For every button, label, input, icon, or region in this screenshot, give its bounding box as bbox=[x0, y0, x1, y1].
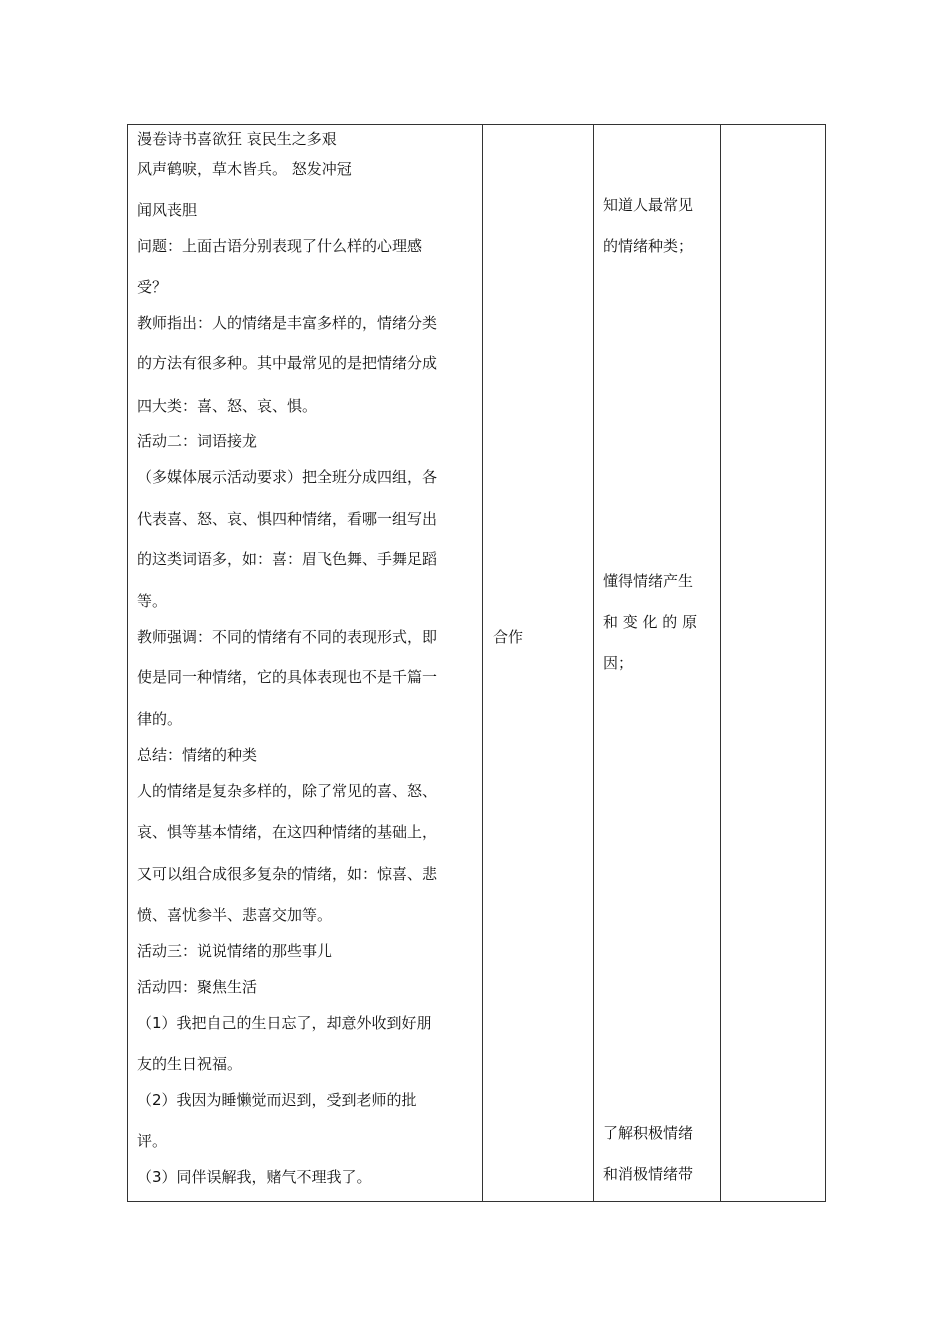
content-line: 哀、惧等基本情绪，在这四种情绪的基础上， bbox=[137, 823, 438, 841]
content-line: 的方法有很多种。其中最常见的是把情绪分成 bbox=[137, 354, 438, 372]
content-line: （1）我把自己的生日忘了，却意外收到好朋 bbox=[137, 1014, 432, 1032]
method-cell bbox=[483, 125, 594, 1202]
content-line: 教师强调：不同的情绪有不同的表现形式，即 bbox=[137, 628, 438, 646]
content-line: 等。 bbox=[137, 592, 168, 610]
content-line: 友的生日祝福。 bbox=[137, 1055, 243, 1073]
table-row bbox=[128, 125, 826, 1202]
lesson-plan-table bbox=[127, 124, 826, 1202]
content-line: 总结：情绪的种类 bbox=[137, 746, 258, 764]
content-line: 问题：上面古语分别表现了什么样的心理感 bbox=[137, 237, 423, 255]
goal-line: 和消极情绪带 bbox=[603, 1165, 694, 1183]
content-line: 律的。 bbox=[137, 710, 183, 728]
notes-cell bbox=[721, 125, 826, 1202]
content-line: 受？ bbox=[137, 278, 168, 296]
content-line: 活动三：说说情绪的那些事儿 bbox=[137, 942, 333, 960]
goal-cell bbox=[594, 125, 721, 1202]
content-line: 风声鹤唳，草木皆兵。 怒发冲冠 bbox=[137, 160, 352, 178]
content-line: 漫卷诗书喜欲狂 哀民生之多艰 bbox=[137, 130, 337, 148]
activity-content-cell bbox=[128, 125, 483, 1202]
goal-line: 懂得情绪产生 bbox=[603, 572, 694, 590]
content-line: （3）同伴误解我，赌气不理我了。 bbox=[137, 1168, 372, 1186]
content-line: 评。 bbox=[137, 1132, 168, 1150]
content-line: （多媒体展示活动要求）把全班分成四组，各 bbox=[137, 468, 438, 486]
content-line: 闻风丧胆 bbox=[137, 201, 198, 219]
content-line: 活动二：词语接龙 bbox=[137, 432, 258, 450]
content-line: （2）我因为睡懒觉而迟到，受到老师的批 bbox=[137, 1091, 417, 1109]
content-line: 愤、喜忧参半、悲喜交加等。 bbox=[137, 906, 333, 924]
content-line: 的这类词语多，如：喜：眉飞色舞、手舞足蹈 bbox=[137, 550, 438, 568]
content-line: 活动四：聚焦生活 bbox=[137, 978, 258, 996]
content-line: 四大类：喜、怒、哀、惧。 bbox=[137, 397, 318, 415]
content-line: 人的情绪是复杂多样的，除了常见的喜、怒、 bbox=[137, 782, 438, 800]
goal-line: 了解积极情绪 bbox=[603, 1124, 694, 1142]
method-text: 合作 bbox=[493, 628, 524, 646]
content-line: 代表喜、怒、哀、惧四种情绪，看哪一组写出 bbox=[137, 510, 438, 528]
goal-line: 知道人最常见 bbox=[603, 196, 694, 214]
goal-line: 的情绪种类； bbox=[603, 237, 694, 255]
content-line: 教师指出：人的情绪是丰富多样的，情绪分类 bbox=[137, 314, 438, 332]
content-line: 又可以组合成很多复杂的情绪，如：惊喜、悲 bbox=[137, 865, 438, 883]
goal-line: 和 变 化 的 原 bbox=[603, 613, 698, 631]
content-line: 使是同一种情绪，它的具体表现也不是千篇一 bbox=[137, 668, 438, 686]
goal-line: 因； bbox=[603, 654, 634, 672]
